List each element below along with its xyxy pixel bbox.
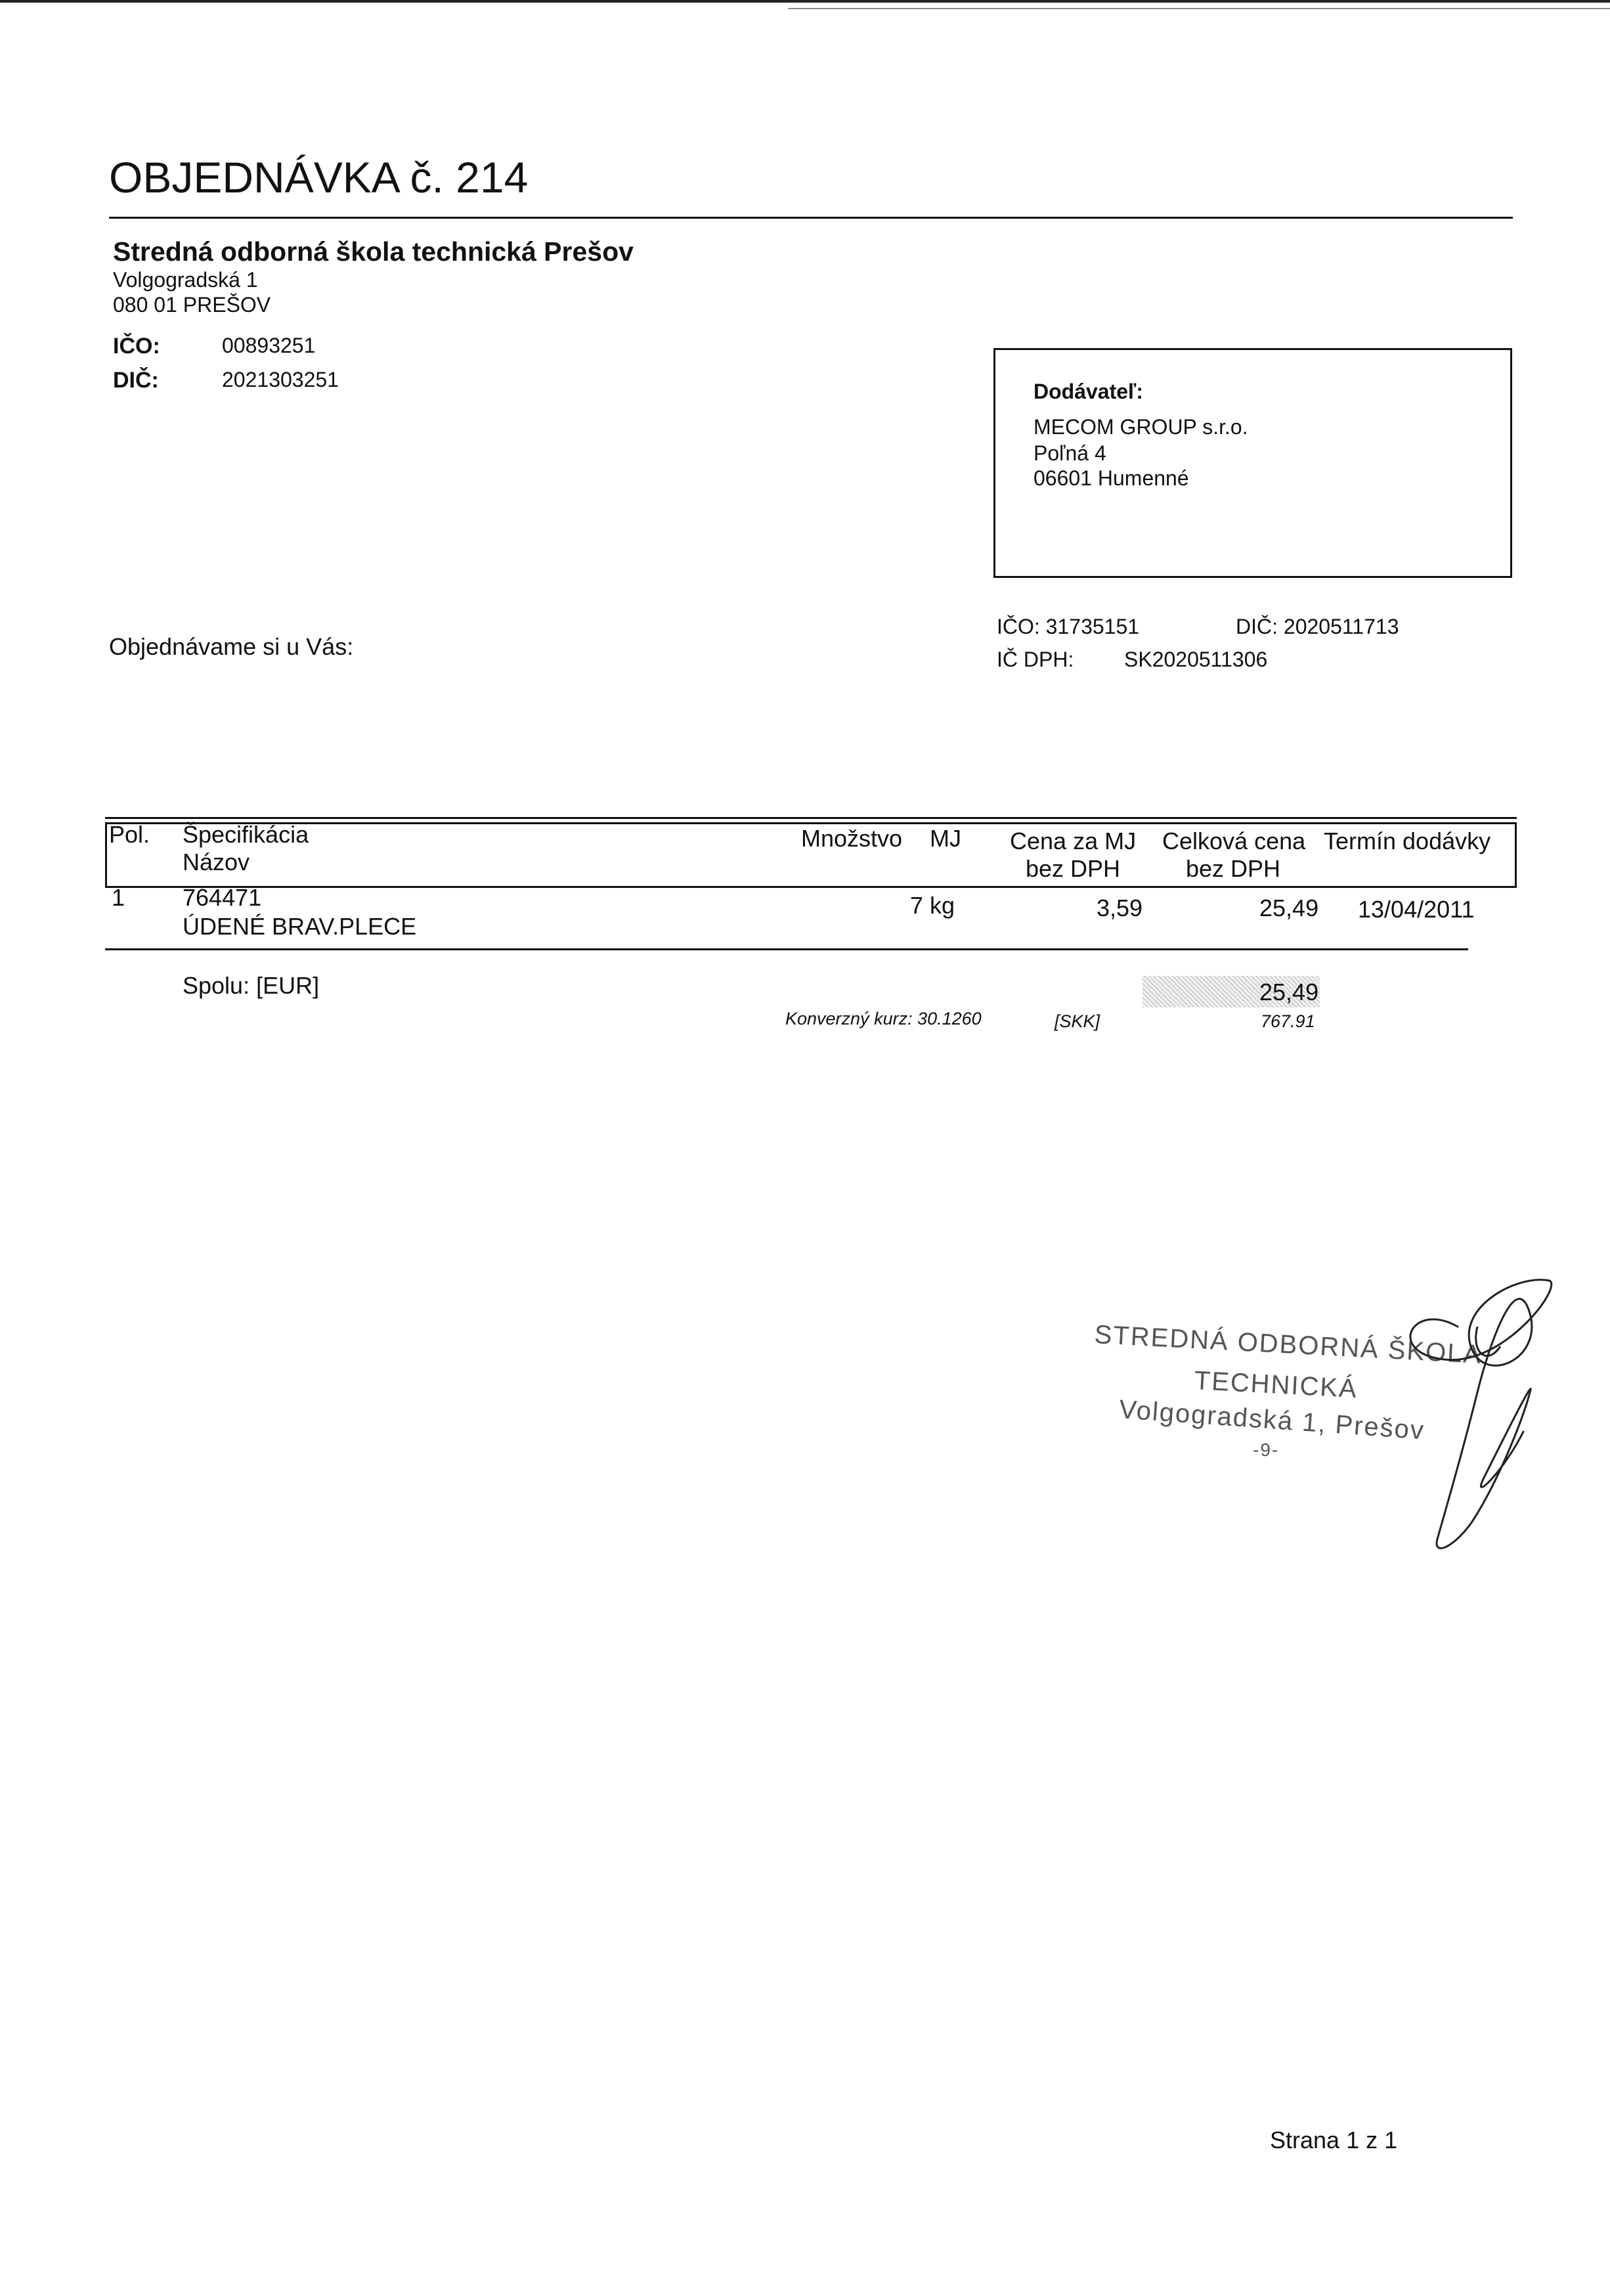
header-nazov: Názov xyxy=(183,849,250,875)
header-termin: Termín dodávky xyxy=(1324,828,1491,854)
header-celkova: Celková cena xyxy=(1162,828,1306,854)
total-eur: 25,49 xyxy=(1259,979,1319,1005)
supplier-icdph-label: IČ DPH: xyxy=(997,648,1074,671)
header-mj: MJ xyxy=(930,825,961,852)
header-celkova-bez-dph: bez DPH xyxy=(1186,855,1281,882)
buyer-ico: 00893251 xyxy=(222,334,316,357)
row-total: 25,49 xyxy=(1259,894,1319,921)
stamp-line-1: STREDNÁ ODBORNÁ ŠKOLA xyxy=(1093,1320,1483,1369)
table-bottom-rule xyxy=(105,948,1468,950)
supplier-heading: Dodávateľ: xyxy=(1033,380,1144,403)
buyer-dic-label: DIČ: xyxy=(113,368,159,393)
buyer-dic: 2021303251 xyxy=(222,368,339,391)
order-intro: Objednávame si u Vás: xyxy=(109,633,354,660)
buyer-name: Stredná odborná škola technická Prešov xyxy=(113,236,634,267)
row-code: 764471 xyxy=(183,884,262,911)
page-footer: Strana 1 z 1 xyxy=(1270,2127,1398,2153)
supplier-dic: DIČ: 2020511713 xyxy=(1236,615,1399,638)
title-divider xyxy=(109,217,1513,219)
total-skk: 767.91 xyxy=(1261,1011,1315,1031)
conversion-rate: Konverzný kurz: 30.1260 xyxy=(785,1009,982,1028)
buyer-street: Volgogradská 1 xyxy=(113,268,258,292)
row-unit-price: 3,59 xyxy=(1097,894,1143,921)
stamp-line-2: TECHNICKÁ xyxy=(1193,1366,1359,1403)
header-mnozstvo: Množstvo xyxy=(801,825,903,852)
row-quantity: 7 kg xyxy=(910,892,955,919)
header-spec: Špecifikácia xyxy=(183,821,309,848)
supplier-icdph: SK2020511306 xyxy=(1124,648,1268,671)
scan-edge-line xyxy=(788,8,1610,9)
total-label: Spolu: [EUR] xyxy=(183,972,320,999)
table-top-rule xyxy=(105,817,1517,819)
row-delivery: 13/04/2011 xyxy=(1358,896,1475,923)
stamp-line-3: Volgogradská 1, Prešov xyxy=(1118,1395,1426,1446)
skk-label: [SKK] xyxy=(1055,1011,1100,1031)
header-cena-mj: Cena za MJ xyxy=(1010,828,1137,854)
row-name: ÚDENÉ BRAV.PLECE xyxy=(183,913,417,940)
header-cena-mj-bez-dph: bez DPH xyxy=(1026,855,1121,882)
row-pol: 1 xyxy=(112,884,125,911)
document-title: OBJEDNÁVKA č. 214 xyxy=(109,153,529,202)
scan-edge xyxy=(0,0,1610,3)
header-pol: Pol. xyxy=(109,821,150,848)
stamp-line-4: -9- xyxy=(1253,1440,1280,1460)
supplier-street: Poľná 4 xyxy=(1033,441,1106,465)
buyer-ico-label: IČO: xyxy=(113,334,160,359)
signature xyxy=(1372,1274,1569,1576)
buyer-city: 080 01 PREŠOV xyxy=(113,293,271,317)
supplier-name: MECOM GROUP s.r.o. xyxy=(1033,415,1248,439)
supplier-ico: IČO: 31735151 xyxy=(997,615,1140,638)
supplier-city: 06601 Humenné xyxy=(1033,466,1189,490)
